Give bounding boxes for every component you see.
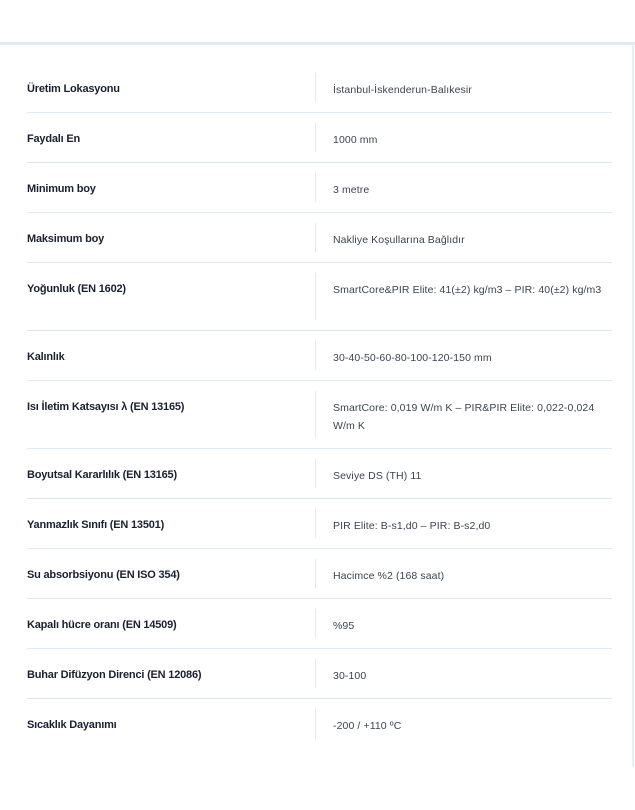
spec-row-minimum-length (27, 163, 612, 213)
spec-value: %95 (333, 620, 355, 632)
specifications-table (27, 63, 612, 749)
right-divider (632, 45, 634, 767)
top-divider (0, 42, 635, 45)
spec-row-water-absorption (27, 549, 612, 599)
spec-row-density (27, 263, 612, 331)
spec-label: Maksimum boy (27, 233, 105, 245)
spec-label: Üretim Lokasyonu (27, 83, 120, 95)
spec-label: Boyutsal Kararlılık (EN 13165) (27, 469, 177, 481)
spec-row-temperature-resistance (27, 699, 612, 749)
spec-row-usable-width (27, 113, 612, 163)
spec-label: Sıcaklık Dayanımı (27, 719, 117, 731)
spec-value: Nakliye Koşullarına Bağlıdır (333, 234, 465, 246)
spec-row-thermal-conductivity (27, 381, 612, 449)
spec-label: Kapalı hücre oranı (EN 14509) (27, 619, 177, 631)
spec-row-vapour-diffusion (27, 649, 612, 699)
spec-row-fire-class (27, 499, 612, 549)
spec-label: Su absorbsiyonu (EN ISO 354) (27, 569, 180, 581)
spec-label: Yanmazlık Sınıfı (EN 13501) (27, 519, 165, 531)
spec-value: -200 / +110 ºC (333, 720, 402, 732)
spec-label: Kalınlık (27, 351, 65, 363)
spec-value: PIR Elite: B-s1,d0 – PIR: B-s2,d0 (333, 520, 491, 532)
spec-row-production-location (27, 63, 612, 113)
spec-value: 30-100 (333, 670, 367, 682)
spec-value: İstanbul-İskenderun-Balıkesir (333, 84, 472, 96)
spec-value: Seviye DS (TH) 11 (333, 470, 422, 482)
spec-row-closed-cell-ratio (27, 599, 612, 649)
spec-value: Hacimce %2 (168 saat) (333, 570, 445, 582)
spec-label: Yoğunluk (EN 1602) (27, 283, 126, 295)
spec-row-maximum-length (27, 213, 612, 263)
spec-value: 30-40-50-60-80-100-120-150 mm (333, 352, 492, 364)
spec-label: Faydalı En (27, 133, 81, 145)
spec-value: SmartCore&PIR Elite: 41(±2) kg/m3 – PIR: 40(±2) kg/m3 (333, 284, 602, 296)
spec-value: 1000 mm (333, 134, 378, 146)
spec-value: SmartCore: 0,019 W/m K – PIR&PIR Elite: 0,022-0,024 W/m K (333, 402, 595, 432)
spec-row-thickness (27, 331, 612, 381)
spec-label: Minimum boy (27, 183, 96, 195)
spec-label: Buhar Difüzyon Direnci (EN 12086) (27, 669, 202, 681)
spec-label: Isı İletim Katsayısı λ (EN 13165) (27, 401, 185, 413)
spec-row-dimensional-stability (27, 449, 612, 499)
spec-value: 3 metre (333, 184, 370, 196)
